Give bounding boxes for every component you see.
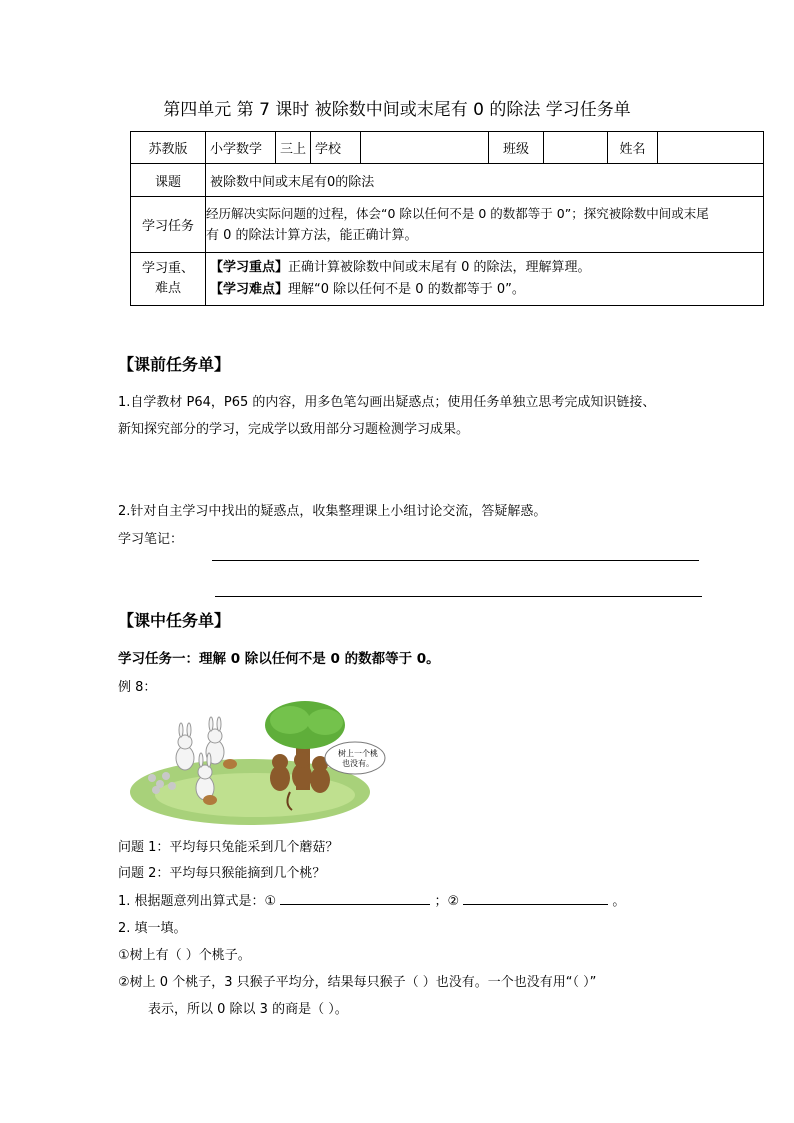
key-label-line-2: 难点 — [154, 281, 181, 296]
notes-label: 学习笔记： — [118, 532, 184, 547]
cell-class-label: 班级 — [489, 132, 544, 164]
tree-leaves-1 — [270, 706, 310, 734]
bubble-line-1: 树上一个桃 — [338, 749, 378, 758]
task-line-2: 有 0 的除法计算方法，能正确计算。 — [206, 227, 418, 243]
speech-bubble — [325, 742, 385, 774]
notes-line-2[interactable] — [215, 596, 702, 597]
task-label: 学习任务 — [131, 197, 206, 253]
key-point-text: 正确计算被除数中间或末尾有 0 的除法，理解算理。 — [288, 260, 591, 275]
info-row-topic — [131, 164, 764, 197]
info-row-header — [131, 132, 764, 164]
in-class-heading: 【课中任务单】 — [118, 611, 231, 630]
cell-class-value[interactable] — [544, 132, 608, 164]
cell-school-label: 学校 — [311, 132, 361, 164]
difficult-point-tag: 【学习难点】 — [210, 282, 289, 297]
cell-name-label: 姓名 — [608, 132, 658, 164]
difficult-point-text: 理解“0 除以任何不是 0 的数都等于 0”。 — [288, 282, 525, 297]
illustration-svg — [130, 700, 390, 825]
example-label: 例 8： — [118, 680, 157, 695]
page-title: 第四单元 第 7 课时 被除数中间或末尾有 0 的除法 学习任务单 — [163, 100, 631, 120]
bubble-line-2: 也没有。 — [342, 759, 374, 768]
key-point-line — [210, 257, 759, 279]
rabbit-1 — [176, 723, 194, 770]
monkeys — [270, 752, 330, 793]
topic-value: 被除数中间或末尾有0的除法 — [206, 164, 764, 197]
step1-line — [118, 890, 625, 909]
step2-label: 2. 填一填。 — [118, 921, 187, 936]
cell-edition: 苏教版 — [131, 132, 206, 164]
key-label — [131, 253, 206, 306]
key-points-value — [206, 253, 764, 306]
basket-2 — [203, 795, 217, 805]
task1-heading: 学习任务一：理解 0 除以任何不是 0 的数都等于 0。 — [118, 651, 440, 667]
rabbits-monkeys-illustration — [130, 700, 390, 825]
key-point-tag: 【学习重点】 — [210, 260, 289, 275]
task-value — [206, 197, 764, 253]
pre-item2: 2.针对自主学习中找出的疑惑点，收集整理课上小组讨论交流，答疑解惑。 — [118, 504, 547, 519]
step1-prefix: 1. 根据题意列出算式是：① — [118, 894, 277, 909]
info-row-key-points — [131, 253, 764, 306]
question-2: 问题 2：平均每只猴能摘到几个桃？ — [118, 866, 326, 881]
cell-school-value[interactable] — [361, 132, 489, 164]
pre-class-heading: 【课前任务单】 — [118, 355, 231, 374]
fill-item-3: 表示，所以 0 除以 3 的商是（ ）。 — [148, 1002, 348, 1017]
cell-grade: 三上 — [276, 132, 311, 164]
formula-blank-1[interactable] — [280, 892, 430, 905]
info-table — [130, 131, 764, 306]
pre-item1-line1: 1.自学教材 P64，P65 的内容，用多色笔勾画出疑惑点；使用任务单独立思考完成知识链接、 — [118, 395, 656, 410]
pre-item1-line2: 新知探究部分的学习，完成学以致用部分习题检测学习成果。 — [118, 422, 470, 437]
difficult-point-line — [210, 279, 759, 301]
task-line-1: 经历解决实际问题的过程，体会“0 除以任何不是 0 的数都等于 0”；探究被除数中间或末尾 — [206, 205, 709, 221]
tree-leaves-2 — [307, 709, 343, 735]
question-1: 问题 1：平均每只兔能采到几个蘑菇？ — [118, 840, 339, 855]
notes-line-1[interactable] — [212, 560, 699, 561]
step1-mid: ；② — [434, 894, 460, 909]
cell-name-value[interactable] — [658, 132, 764, 164]
basket-1 — [223, 759, 237, 769]
cell-subject: 小学数学 — [206, 132, 276, 164]
fill-item-2: ②树上 0 个桃子，3 只猴子平均分，结果每只猴子（ ）也没有。一个也没有用“（ ）” — [118, 975, 597, 990]
step1-end: 。 — [612, 894, 626, 909]
topic-label: 课题 — [131, 164, 206, 197]
info-row-task — [131, 197, 764, 253]
key-label-line-1: 学习重、 — [141, 261, 194, 276]
fill-item-1: ①树上有（ ）个桃子。 — [118, 948, 251, 963]
formula-blank-2[interactable] — [463, 892, 608, 905]
